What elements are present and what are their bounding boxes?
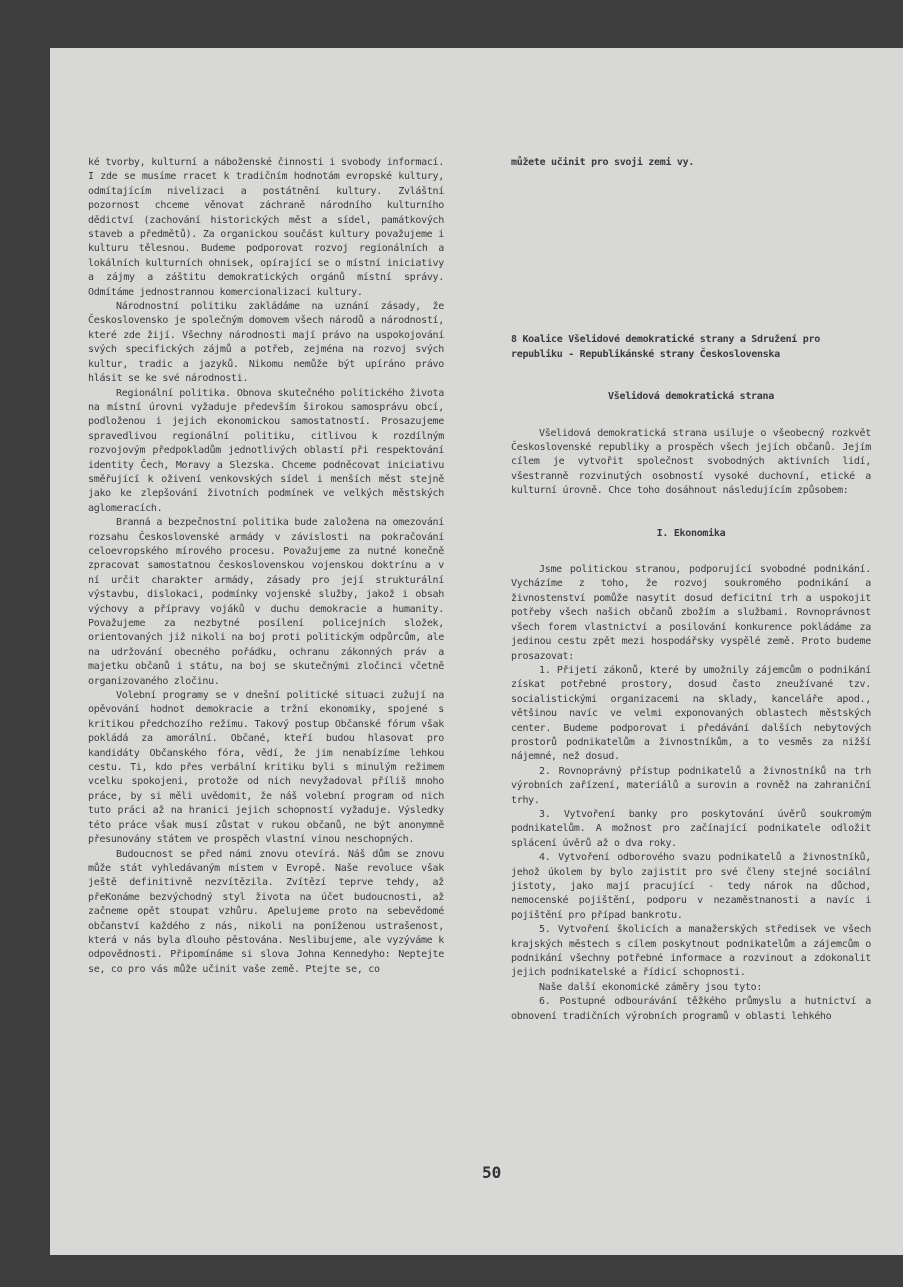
left-column <box>88 156 444 977</box>
list-item: 4. Vytvoření odborového svazu podnikatelů a živnostníků, jehož úkolem by bylo zajistit pro své členy stejné sociální jistoty, jako mají pracující - tedy nárok na důchod, nemocenské pojištění, podporu v nezaměstnanosti a navíc i pojištění pro případ bankrotu. <box>511 852 871 921</box>
spacer <box>511 170 871 333</box>
paragraph: Volební programy se v dnešní politické situaci zužují na opěvování hodnot demokracie a tržní ekonomiky, spojené s kritikou předchozího režimu. Takový postup Občanské fórum však pokládá za amorální. Občané, kteří budou hlasovat pro kandidáty Občanského fóra, vědí, že jim nenabízíme lehkou cestu. Ti, kdo přes verbální kritiku byli s minulým režimem vcelku spokojeni, protože od nich nevyžadoval příliš mnoho práce, by si měli uvědomit, že náš volební program od nich tuto práci až na hranici jejich schopností vyžaduje. Výsledky této práce však musí zůstat v rukou občanů, ne být anonymně přesunovány státem ve prospěch vlastní vinou neschopných. <box>88 690 444 846</box>
list-item: 3. Vytvoření banky pro poskytování úvěrů soukromým podnikatelům. A možnost pro začínající podnikatele odložit splácení úvěrů až o dva roky. <box>511 808 871 849</box>
section-heading: 8 Koalice Všelidové demokratické strany a Sdružení pro republiku - Republikánské strany Československa <box>511 334 820 360</box>
right-column <box>511 156 871 1024</box>
paragraph: Jsme politickou stranou, podporující svobodné podnikání. Vycházíme z toho, že rozvoj soukromého podnikání a živnostenství pomůže nasytit dosud deficitní trh a uspokojit potřeby všech našich občanů zbožím a službami. Rovnoprávnost všech forem vlastnictví a posilování konkurence pokládáme za jedinou cestu zpět mezi hospodářsky vyspělé země. Proto budeme prosazovat: <box>511 564 871 662</box>
chapter-title: I. Ekonomika <box>656 527 726 539</box>
intro-paragraph: Všelidová demokratická strana usiluje o všeobecný rozkvět Československé republiky a prospěch všech jejích občanů. Jejím cílem je vytvořit společnost svobodných aktivních lidí, všestranně rozvinutých osobností vysoké duchovní, etické a kulturní úrovně. Chce toho dosáhnout následujícím způsobem: <box>511 427 871 497</box>
spacer <box>511 362 871 390</box>
spacer <box>511 405 871 427</box>
list-item: 1. Přijetí zákonů, které by umožnily zájemcům o podnikání získat potřebné prostory, dosud často zneužívané tzv. socialistickými organizacemi na sklady, kanceláře apod., většinou navíc ve velmi exponovaných oblastech městských center. Budeme podporovat i předávání dalších nebytových prostorů podnikatelům a živnostníkům, a to vesměs za nižší nájemné, než dosud. <box>511 664 871 763</box>
paragraph: ké tvorby, kulturní a náboženské činnosti i svobody informací. I zde se musíme rracet k tradičním hodnotám evropské kultury, odmítajícím nivelizaci a postátnění kultury. Zvláštní pozornost chceme věnovat záchraně národního kulturního dědictví (zachování historických měst a sídel, památkových staveb a předmětů). Za organickou součást kultury považujeme i kulturu tělesnou. Budeme podporovat rozvoj regionálních a lokálních kulturních ohnisek, opírající se o místní iniciativy a zájmy a záštitu demokratických orgánů místní správy. Odmítáme jednostrannou komercionalizaci kultury. <box>88 157 444 298</box>
paragraph: Branná a bezpečnostní politika bude založena na omezování rozsahu Československé armády v závislosti na pokračování celoevropského mírového procesu. Považujeme za nutné konečně zpracovat samostatnou československou vojenskou doktrínu a v ní určit charakter armády, zásady pro její strukturální výstavbu, dislokaci, podmínky vojenské služby, jakož i obsah výchovy a přípravy vojáků v duchu demokracie a humanity. Považujeme za nezbytné posílení policejních složek, orientovaných již nikoli na boj proti politickým odpůrcům, ale na udržování obecného pořádku, ochranu zákonných práv a majetku občanů i státu, na boj se skutečnými zločinci včetně organizovaného zločinu. <box>88 517 444 687</box>
continuation-line: můžete učinit pro svoji zemi vy. <box>511 157 695 168</box>
spacer <box>511 541 871 563</box>
spacer <box>511 499 871 527</box>
paragraph: Budoucnost se před námi znovu otevírá. Náš dům se znovu může stát vyhledávaným místem v Evropě. Naše revoluce však ještě definitivně nezvítězila. Zvítězí teprve tehdy, až přeKonáme bezvýchodný styl života na účet budoucnosti, až začneme opět stoupat vzhůru. Apelujeme proto na sebevědomé občanství každého z nás, nikoli na poníženou ustrašenost, která v nás byla dlouho pěstována. Neslibujeme, ale vyzýváme k odpovědnosti. Připomínáme si slova Johna Kennedyho: Neptejte se, co pro vás může učinit vaše země. Ptejte se, co <box>88 848 444 975</box>
document-page <box>50 48 903 1255</box>
party-title: Všelidová demokratická strana <box>608 391 774 403</box>
list-item: 2. Rovnoprávný přístup podnikatelů a živnostníků na trh výrobních zařízení, materiálů a surovin a rovněž na zahraniční trhy. <box>511 765 871 806</box>
list-item: 6. Postupné odbourávání těžkého průmyslu a hutnictví a obnovení tradičních výrobních programů v oblasti lehkého <box>511 996 871 1022</box>
paragraph: Národnostní politiku zakládáme na uznání zásady, že Československo je společným domovem všech národů a národností, které zde žijí. Všechny národnosti mají právo na uspokojování svých specifických zájmů a potřeb, zejména na rozvoj svých kultur, tradic a jazyků. Nikomu nemůže být upíráno právo hlásit se ke své národnosti. <box>88 301 444 385</box>
list-item: 5. Vytvoření školicích a manažerských středisek ve všech krajských městech s cílem poskytnout podnikatelům a zájemcům o podnikání všechny potřebné informace a rozvinout a zdokonalit jejich podnikatelské a řídicí schopnosti. <box>511 924 871 979</box>
page-number: 50 <box>482 1163 502 1182</box>
paragraph: Naše další ekonomické záměry jsou tyto: <box>539 981 763 993</box>
paragraph: Regionální politika. Obnova skutečného politického života na místní úrovni vyžaduje především širokou samosprávu obcí, podloženou i jejich ekonomickou samostatností. Prosazujeme spravedlivou regionální politiku, citlivou k rozdílným rozvojovým předpokladům jednotlivých oblastí při respektování identity Čech, Moravy a Slezska. Chceme podněcovat iniciativu směřující k oživení venkovských sídel i menších měst stejně jako ke zlepšování životních podmínek ve velkých městských aglomeracích. <box>88 387 444 514</box>
